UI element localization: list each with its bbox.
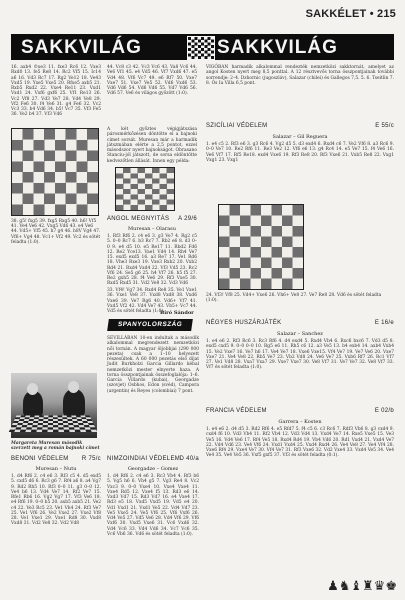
benoni-heading-code: R 75/c xyxy=(81,456,101,462)
angol-moves-continued: 33. Vf4! Vg7 34. Rxd4 Re8 35. Ve1 Vxe1 36. Vxe1 Ve8 37. Vxd8 Vxd8 38. Vxd6 Vxe6 39. Ve7 Rg6 40. Vd6+ Vf7 41. Vxd5 Vf2 42. Vd4 Ve7 43. Vb5+ Vc7 44. Vd5 és sötét feladta (1:0). xyxy=(107,288,197,314)
chess-diagram-1 xyxy=(11,128,99,216)
chessboard-logo-icon xyxy=(187,36,215,60)
benoni-heading-title: BENONI VÉDELEM xyxy=(11,456,69,462)
photo-figure-right xyxy=(63,389,85,417)
francia-moves: 1. e4 e6 2. d4 d5 3. Rd2 Rf6 4. e5 Rfd7 5. f4 c5 6. c3 Rc6 7. Rdf3 Vb6 8. g3 cxd4 9. cxd4 f6 10. Vd3 Vb4 11. Rf2 Vb4 12. Vd3 Vd4 13. Vxd4 Ve7 14. Rxe5 Vxe5 15. Ve3 Ve5 16. Vd4 Ve6 17. Rf4 Ve5 18. Rxd4 Rd4 19. Vb4 Vd6 20. Rd1 Vxd4 21. Vxd4 Ve7 22. Vd4 Vd6 23. Ve4 Vf6 24. Vxd1 Vxd4 25. Vxd4 Rxd4 26. Ve4 Ve8 27. Ve4 Vf4 28. Vxe6 Rf4 29. Vxe4 Ve7 30. Vf4 Ve7 31. Rf3 Vxe6 32. Vd2 Vxe4 33. Vxd4 Ve5 34. Ve4 Ve4 35. Ve4 Ve5 36. Vxf5 gxf5 37. Vf3 és sötét feladta (0:1). xyxy=(206,427,394,459)
nimzo-moves: 1. d4 Rf6 2. c4 e6 3. Rc3 Vb4 4. Rf3 b6 5. Vg5 h6 6. Vh4 g5 7. Vg3 Re4 8. Vc2 Vxc3 9. 0–0 Vxe4 10. Vxe4 Vxe4 11. Vxe4 Rd5 12. Vxe4 f5 13. Rd3 e6 14. Vxd3 Vd7 15. Rd3 Vd7 16. e4 Vxe4 17. Rd3 e5 18. Vxd5 Vxd5 19. Vd5 e4 20. Vd1 Vxd1 21. Vxd1 Ve5 22. Vd4 Vd7 23. Ve5 Vxe5 24. Ve5 Vf6 25. Vf6 Vxf6 26. Vd4 Ve5 27. Vd5 Ve6 28. Vd4 Vf6 29. Vf6 Vxf6 30. Vxd5 Vxe6 31. Vc6 Vxd6 32. Vd4 Vc6 33. Vd4 Vd6 34. Vc7 Vc6 35. Vc6 Vb6 36. Vd6 és sötét feladta (1:0). xyxy=(107,474,199,537)
francia-players: Garrera – Kosten xyxy=(278,419,322,425)
diagram-1-caption: 38. g5! fxg5 39. fxg5 Rxg5 40. h6! Vf5 41. Ve4 Ve6 42. Vxg5 Vd6 43. e4 Ve6 44. Vd5+ Vf5 45. h7 g4 46. h8V Vg4 47. Vf6+ Vg4 48. Vc1+ Vf2 49. Vc2 és sötét feladta (1:0). xyxy=(11,219,101,245)
negyes-players: Salazar – Sanchez xyxy=(277,331,323,337)
francia-heading xyxy=(206,408,394,414)
angol-heading xyxy=(107,216,197,222)
negyes-heading xyxy=(206,320,394,326)
chess-diagram-2 xyxy=(115,167,175,211)
negyes-heading-code: E 16/e xyxy=(374,320,394,326)
chess-diagram-3 xyxy=(218,204,304,290)
nimzo-heading-code: D 40/a xyxy=(179,456,199,462)
szicilia-players: Salazar – Gil Reguera xyxy=(272,134,328,140)
photo-face-left xyxy=(27,383,38,395)
col2-top-text: 44. Vc8 c3 42. Vc3 Vc6 43. Va8 Vc6 44. Ve6 Vf1 45. e4 Vd5 46. Vf7 Vxd6 47. e5 Vd4 48. Vf6 Vc7 49. e6 Rf7 50. Vxe7 Vxe7 51. Vxe7 Ve5 52. Vd6 Vxd6 53. Vd6 Vd6 54. Vd6 Vd6 55. Vd7 Vd6 56. Vd6 57. Ve6 és világos győzött (1:0). xyxy=(107,65,197,97)
magazine-page-header: SAKKÉLET • 215 xyxy=(305,8,396,20)
szicilia-moves: 1. e4 c5 2. Rf3 e6 3. g3 Rc6 4. Vg2 d5 5. d3 exd4 6. Rxd4 c6 7. Ve2 Vf6 8. a3 Rc6 9. 0–0 Ve7 10. Re2 Rf6 11. Re3 Ve2 12. Vf6 e6 13. g4 Rc4 14. e5 Ve7 15. f4 Ve6 16. Ve6 Vf7 17. Rf5 Re18. exd4 Vxe6 19. Rf3 Re8 20. Rf3 Vxe6 21. Vxb5 Re8 22. Vxg1 Vxg1 23. Vxg1 xyxy=(206,142,394,163)
col3-intro: VIGÓBAN harmadik alkalommal rendezték nemzetközi sakktornát, amelyet az angol Kosten nyert meg 8,5 ponttal. A 12 résztvevős torna összpontjainak további sorrendje: 2–4. Dzhornic (jugoszláv), Salazar (chilei) és Gallegos 7,5. 5. 6. Tseitlin 7. 8. Ós Ia Villa 6,5 pont. xyxy=(206,65,394,86)
photo-face-right xyxy=(68,381,79,393)
masthead-left-title: SAKKVILÁG xyxy=(21,37,142,58)
szicilia-heading xyxy=(206,123,394,129)
col1-top-text: 16. axb4 ©xe3 11. fxe3 Rc6 12. Vxe3 Rxd0 13. fe5 Re8 14. Rc2 Vf5 15. Ic14 a6 16. Vd3 Rc7 17. Rg2 Ve12 18. Ve43 Vxd5 19. Yxe5 Vxe5 20. Rfxe5 axb5 21. Rxb5 Rxd2 22. Vxe4 Re11 23. Vxd1 Vxd1 24. Vxf6 gxf6 25. Vf1 Re13 26. Vc2 Vf8 27. Vd3 Ve7 28. Vd4 Ve8 29. Vf2 Fe6 30. f4 Ve6 31. g4 Fe6 32. Vc2 Vc3 33. b4 Vd6 34. b5! Vc7 35. Vf3 Fe5 36. Ve2 b4 37. Vf3 Vd6 xyxy=(11,65,101,118)
szicilia-heading-title: SZICÍLIAI VÉDELEM xyxy=(206,123,268,129)
col2-intro-text: A két győztes végigjátszása párosmérkőzésen döntötte el a bajnoki címet sorsát. Muresan már a harmadik játszmában elérte a 2,5 pontot, ezzel másodszor nyert bajnokságot. Obrasano Stanciu-jól játszott, de sorsa eldöntötte kedvezőtlen állását. Innen egy példa: xyxy=(107,127,197,164)
francia-heading-title: FRANCIA VÉDELEM xyxy=(206,408,267,414)
angol-heading-code: A 29/6 xyxy=(178,216,197,222)
benoni-players: Muresan – Nutu xyxy=(35,466,77,472)
masthead-banner xyxy=(11,34,394,60)
masthead-right-title: SAKKVILÁG xyxy=(217,37,338,58)
angol-players: Muresan – Olarasu xyxy=(128,226,176,232)
photo-caption: Margareta Muresan második szerzett meg a román bajnoki címet xyxy=(11,441,100,452)
negyes-heading-title: NÉGYES HUSZÁRJÁTÉK xyxy=(206,320,282,326)
benoni-moves: 1. d4 Rf6 2. c4 e6 3. Rf3 c5 4. d5 exd5 5. cxd5 d6 6. Rc3 g6 7. Rf4 a6 8. a4 Vg7 9. Rd2 Rh5 10. Rf3 0–0 11. g3 0–0 12. Ve4 b6 13. Vd4 Ve7 14. Rf2 Ve7 15. Rfe1 Rb6 16. Vg2 Vg7 17. Vf3 Ve6 18. e4 Rf6 19. 0–0 b5 20. axb5 axb5 21. Ve2 c4 22. Ve3 Rc5 23. Ve1 Vh4 24. Rf3 Ve7 25. Ve1 Vf6 26. Ve2 Vxe2 27. Vxe2 Vf8 28. Ve1 Vxe1 29. Vxe1 Rd8 30. Vxd8 Vxd8 31. Vd2 Ve8 32. Vd2 Vd8 xyxy=(11,474,101,527)
szicilia-heading-code: E 55/c xyxy=(375,123,394,129)
spanyol-text: SEVILLÁBAN 10-en indultak a második alkalommal megrendezett nemzetközi női tornán. A magyar öljobbjai (290 000 pezeta) csak a 1–10 helyezett részesültek. A 60 000 pezetás első díjat Judit Burkholzi Garcia Gillardo kébal nemzetközi mester elnyerte haza. A torna összpontjainak összefoglalója: 1–6. Garcia Villardo (kubai), Georgadze (szovjet) Osbhos, Edon (svéd), Campora (argentin) és Reyes (colombiai) 7 pont. xyxy=(107,336,199,394)
nimzo-heading xyxy=(107,456,199,462)
article-author: Bíró Sándor xyxy=(160,310,194,316)
player-photo xyxy=(11,373,97,438)
angol-moves: 1. Rf3 Rf6 2. c4 e6 3. g3 Ve7 4. Rg2 c5 5. 0–0 Rc7 6. b3 Rc7 7. Rb2 e6 8. d3 0–0 9. e4 d5 10. e5 Re17 11. Rbd2 Fd6 12. Re2 Yce13. Vae1 Vd4 14. Rh4 Ve7 15. exd5 exd5 16. a3 Re7 17. Ve1 Rd6 18. Vhe3 Rxe3 19. Vxe3 Rxb2 20. Vxb2 Rd4 21. Rxd4 Vxd4 22. Vf3 Vd5 23. Rc2 Vf6 24. Se5 g6 25. h4 Vf7 26. h5 f5 27. Re2 gxh5 28. f4 Ve6 29. Rf3 Vxe5 30. Rxd5 Rxd5 31. Vd2 Ve8 32. Vd3 Vd6 xyxy=(107,234,197,287)
szicilia-caption: 24. Vf3! Vf8 25. Vd4+ Vxe6 26. Vh6+ Ve8 27. Ve7 Re8 28. Vd6 és sötét feladta (1:0). xyxy=(206,293,382,304)
benoni-heading xyxy=(11,456,101,462)
nimzo-heading-title: NIMZOINDIAI VÉDELEM xyxy=(107,456,181,462)
chess-pieces-decoration-icon: ♟♞♝♜♛♚ xyxy=(327,579,397,594)
nimzo-players: Georgadze – Gomez xyxy=(127,466,179,472)
angol-heading-title: ANGOL MEGNYITÁS xyxy=(107,216,170,222)
spanyolorszag-banner: SPANYOLORSZÁG xyxy=(107,319,193,331)
francia-heading-code: E 02/b xyxy=(374,408,394,414)
photo-chessboard xyxy=(9,416,97,433)
negyes-moves: 1. e4 e6 2. Rf3 Rc6 3. Rc3 Rf6 4. d4 exd4 5. Rxd4 Vb4 6. Rxc6 bxc6 7. Vd3 d5 8. exd5 cxd5 9. 0–0 0–0 10. Rg5 e6 11. Rh5 c6 12. a3 Ve5 13. b4 exb4 14. axb4 Vxb4 15. Ve2 Vxe7 16. Ve7 h6 17. Ve4 Ve7 18. Vxe6 Vxe15. Vf4 Ve7 19. Ve7 Ve6 20. Vxe7 Vxe7 21. Ve4 Ve8 22. Rb5 Ve7 23. Vb2 Vd8 24. Ve6 Ve7 25. Vxb6 Rf7 26. Rc1 Vf7 27. Ve1 Vd8 28. Vxa7 Vxa7 29. Vxe7 Vxe7 30. Ve8 Vf7 31. Ve7 Ve7 32. Ve8 Vf7 33. Vf7 és sötét feladta (1:0). xyxy=(206,339,394,371)
